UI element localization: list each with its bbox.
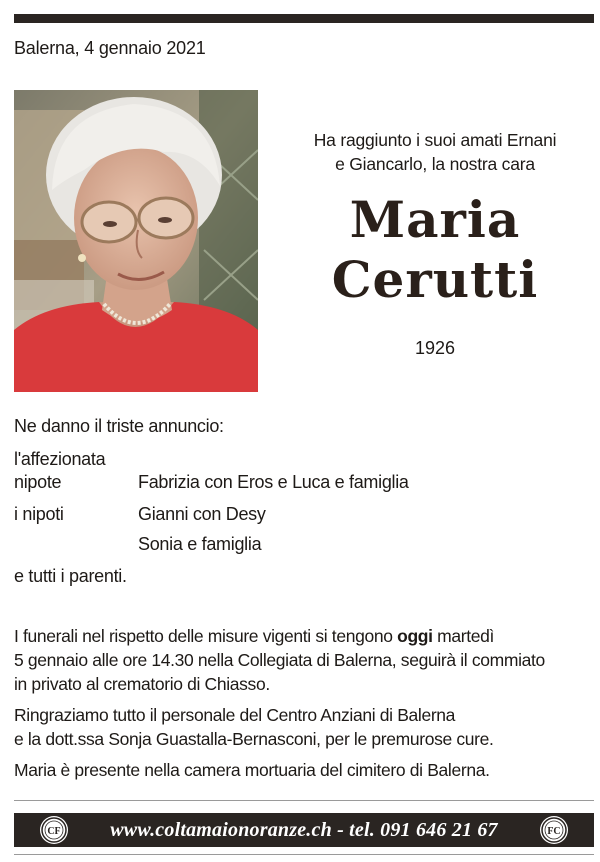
- first-name: Maria: [349, 190, 521, 249]
- footer-contact: www.coltamaionoranze.ch - tel. 091 646 21 67: [110, 819, 498, 841]
- funeral-home-logo-left: [40, 816, 68, 844]
- intro-line-2: e Giancarlo, la nostra cara: [335, 154, 535, 174]
- divider: [14, 854, 594, 855]
- relative-names: Sonia e famiglia: [138, 534, 262, 554]
- birth-year: 1926: [414, 338, 456, 358]
- relation-label: nipote: [14, 472, 62, 492]
- funeral-line-3: in privato al crematorio di Chiasso.: [14, 674, 270, 694]
- deceased-name: [290, 190, 580, 310]
- intro-text: [290, 128, 580, 176]
- thanks-line-2: e la dott.ssa Sonja Guastalla-Bernasconi, per le premurose cure.: [14, 729, 494, 749]
- funeral-text: I funerali nel rispetto delle misure vigenti si tengono: [14, 626, 398, 646]
- funeral-line-2: 5 gennaio alle ore 14.30 nella Collegiata di Balerna, seguirà il commiato: [14, 650, 545, 670]
- relative-names: Fabrizia con Eros e Luca e famiglia: [138, 472, 409, 492]
- thanks-line-1: Ringraziamo tutto il personale del Centro Anziani di Balerna: [14, 705, 456, 725]
- logo-monogram: FC: [547, 826, 561, 837]
- logo-monogram: CF: [47, 826, 61, 837]
- divider: [14, 800, 594, 801]
- funeral-text: martedì: [432, 626, 495, 646]
- relative-names: Gianni con Desy: [138, 504, 266, 524]
- viewing-line: Maria è presente nella camera mortuaria del cimitero di Balerna.: [14, 760, 490, 780]
- portrait-photo: [14, 90, 258, 392]
- relation-label: l'affezionata: [14, 449, 106, 469]
- funeral-line-1: [14, 624, 494, 648]
- last-name: Cerutti: [331, 250, 539, 309]
- date-place: Balerna, 4 gennaio 2021: [14, 38, 206, 58]
- funeral-emphasis: oggi: [397, 626, 433, 646]
- top-bar: [14, 14, 594, 23]
- announcement-heading: Ne danno il triste annuncio:: [14, 416, 224, 436]
- footer-bar: [14, 813, 594, 847]
- relation-label: i nipoti: [14, 504, 64, 524]
- funeral-home-logo-right: [540, 816, 568, 844]
- announcement-closing: e tutti i parenti.: [14, 566, 127, 586]
- intro-line-1: Ha raggiunto i suoi amati Ernani: [313, 130, 557, 150]
